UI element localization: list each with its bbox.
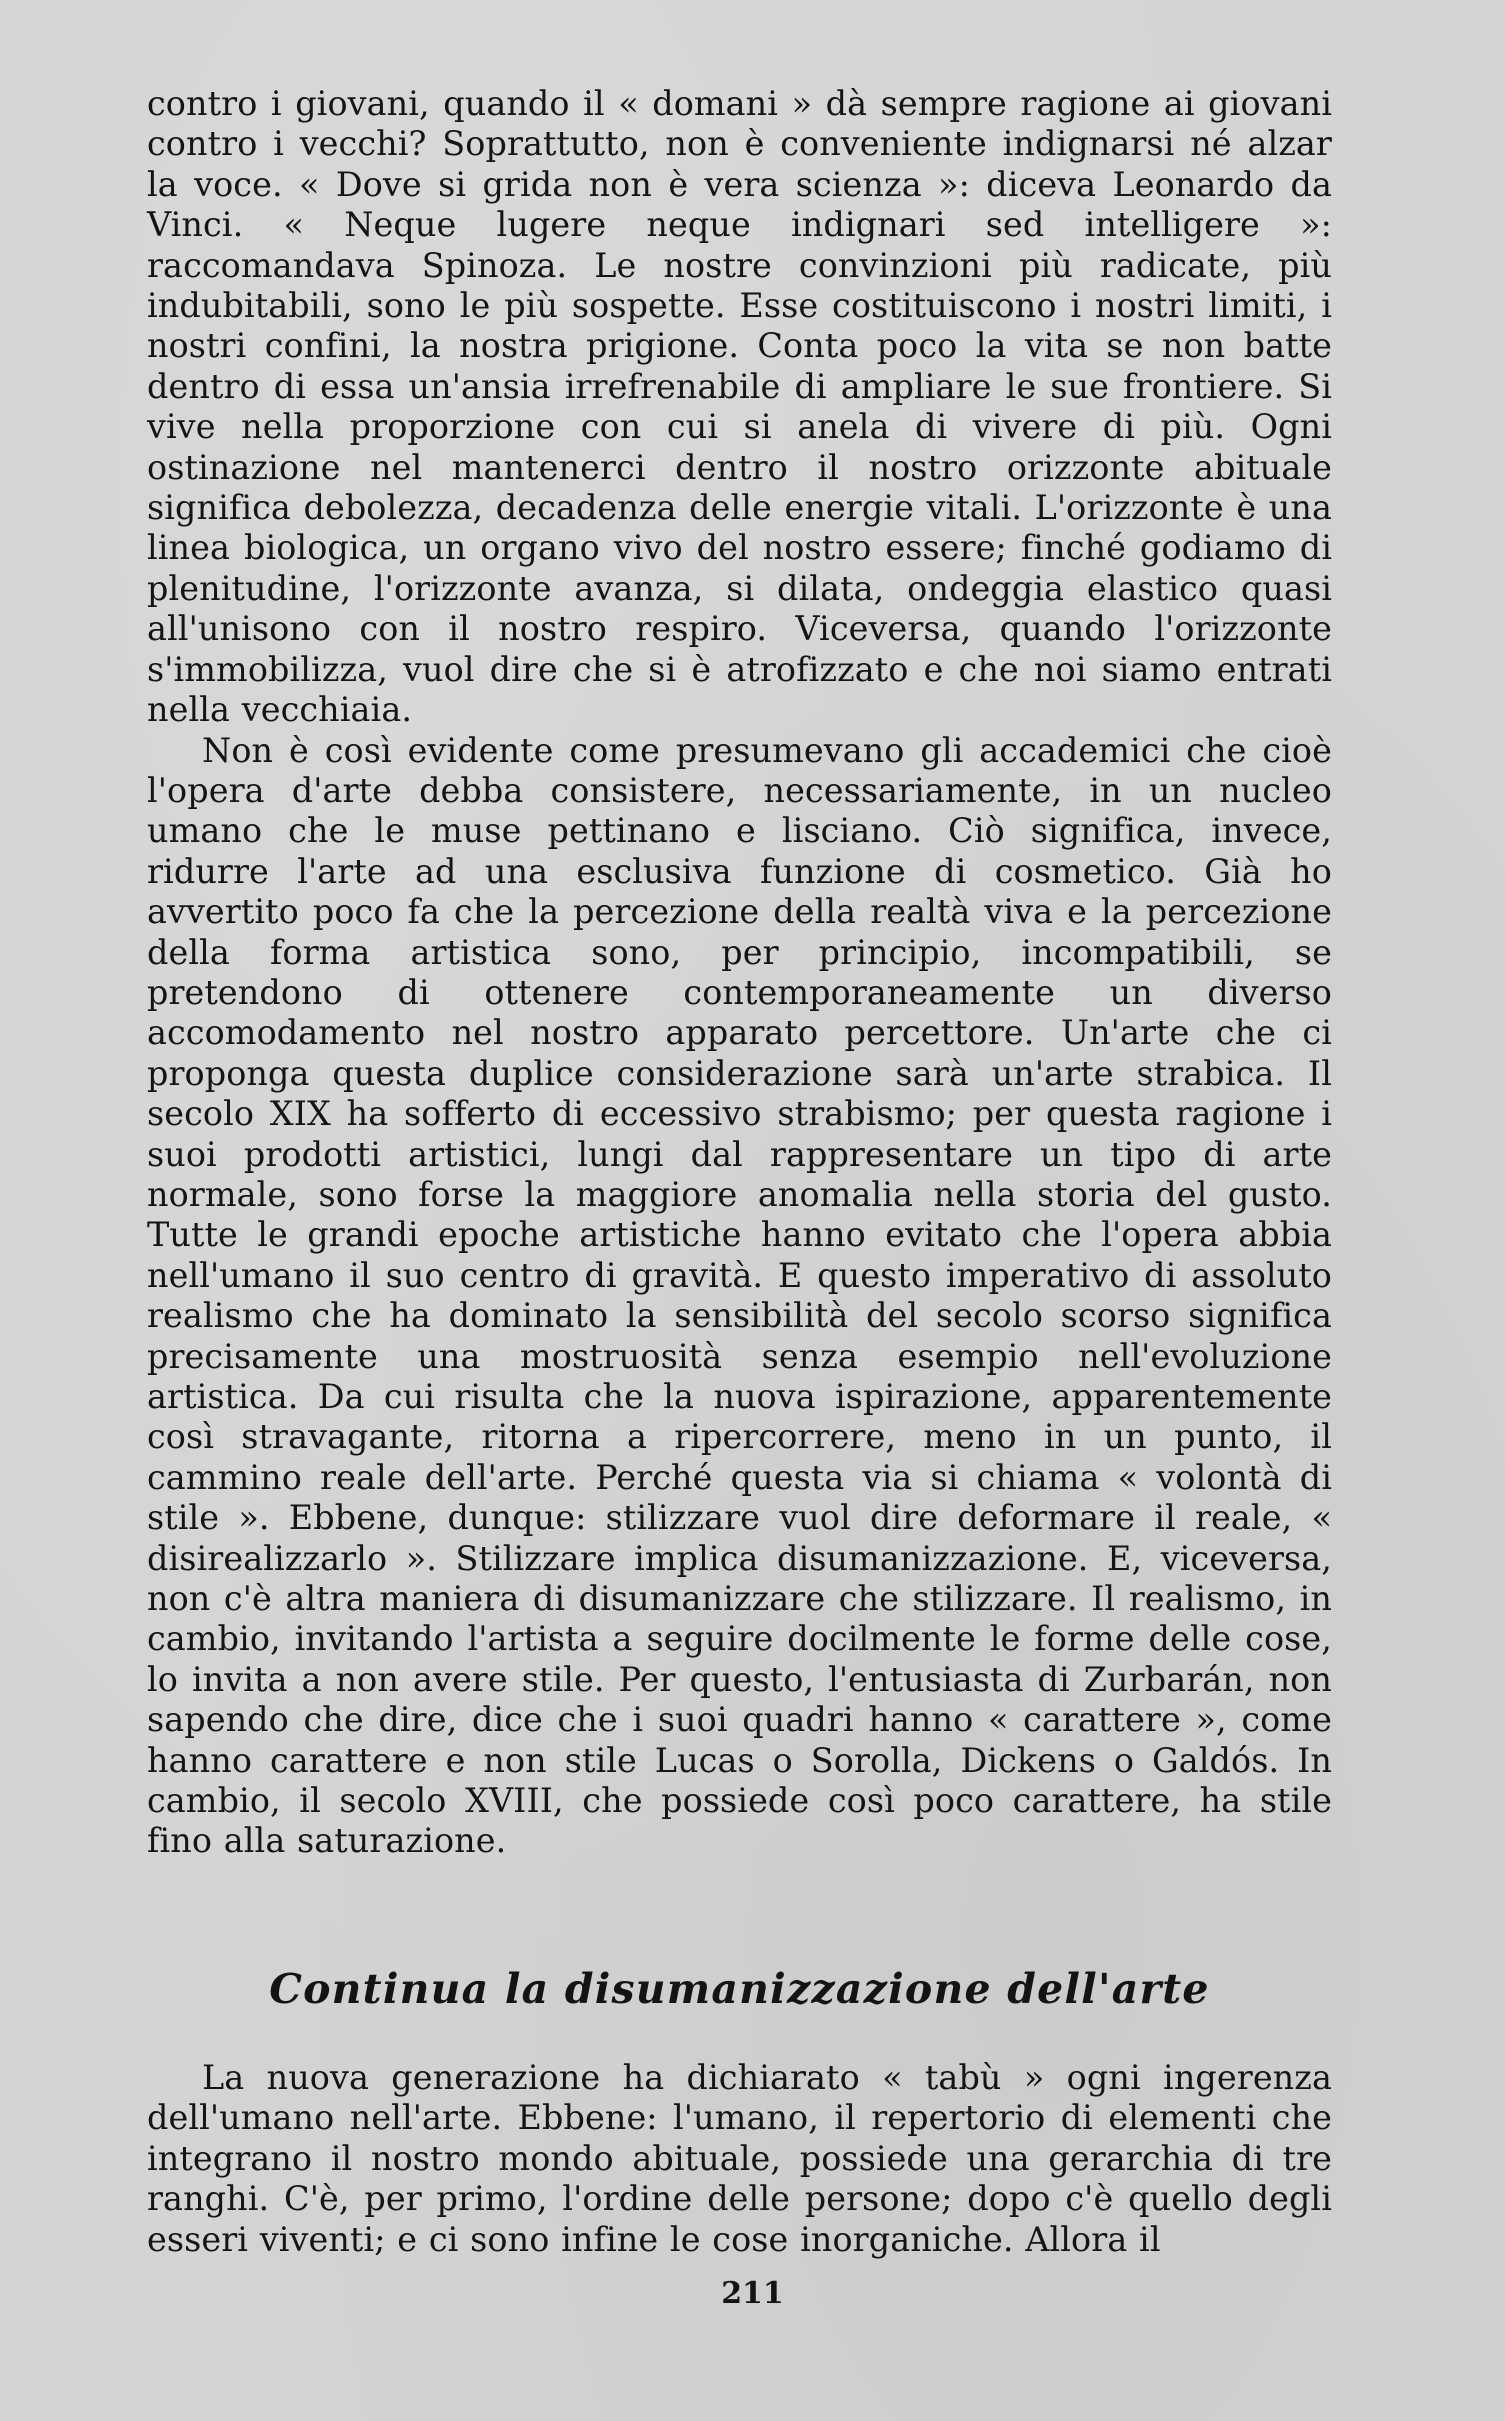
section-heading: Continua la disumanizzazione dell'arte bbox=[269, 1964, 1210, 2013]
book-page bbox=[147, 84, 1332, 2384]
section-paragraph: La nuova generazione ha dichiarato « tabù » ogni ingerenza dell'umano nell'arte. Ebbene: l'umano, il repertorio di elementi che integrano il nostro mondo abituale, possiede una gerarchia di tre ranghi. C'è, per primo, l'ordine delle persone; dopo c'è quello degli esseri viventi; e ci sono infine le cose inorganiche. Allora il bbox=[147, 2057, 1332, 2259]
body-paragraph-2: Non è così evidente come presumevano gli accademici che cioè l'opera d'arte debba consistere, necessariamente, in un nucleo umano che le muse pettinano e lisciano. Ciò significa, invece, ridurre l'arte ad una esclusiva funzione di cosmetico. Già ho avvertito poco fa che la percezione della realtà viva e la percezione della forma artistica sono, per principio, incompatibili, se pretendono di ottenere contemporaneamente un diverso accomodamento nel nostro apparato percettore. Un'arte che ci proponga questa duplice considerazione sarà un'arte strabica. Il secolo XIX ha sofferto di eccessivo strabismo; per questa ragione i suoi prodotti artistici, lungi dal rappresentare un tipo di arte normale, sono forse la maggiore anomalia nella storia del gusto. Tutte le grandi epoche artistiche hanno evitato che l'opera abbia nell'umano il suo centro di gravità. E questo imperativo di assoluto realismo che ha dominato la sensibilità del secolo scorso significa precisamente una mostruosità senza esempio nell'evoluzione artistica. Da cui risulta che la nuova ispirazione, apparentemente così stravagante, ritorna a ripercorrere, meno in un punto, il cammino reale dell'arte. Perché questa via si chiama « volontà di stile ». Ebbene, dunque: stilizzare vuol dire deformare il reale, « disirealizzarlo ». Stilizzare implica disumanizzazione. E, viceversa, non c'è altra maniera di disumanizzare che stilizzare. Il realismo, in cambio, invitando l'artista a seguire docilmente le forme delle cose, lo invita a non avere stile. Per questo, l'entusiasta di Zurbarán, non sapendo che dire, dice che i suoi quadri hanno « carattere », come hanno carattere e non stile Lucas o Sorolla, Dickens o Galdós. In cambio, il secolo XVIII, che possiede così poco carattere, ha stile fino alla saturazione. bbox=[147, 730, 1332, 1861]
page-number: 211 bbox=[721, 2276, 784, 2311]
body-paragraph-1: contro i giovani, quando il « domani » dà sempre ragione ai giovani contro i vecchi? Soprattutto, non è conveniente indignarsi né alzar la voce. « Dove si grida non è vera scienza »: diceva Leonardo da Vinci. « Neque lugere neque indignari sed intelligere »: raccomandava Spinoza. Le nostre convinzioni più radicate, più indubitabili, sono le più sospette. Esse costituiscono i nostri limiti, i nostri confini, la nostra prigione. Conta poco la vita se non batte dentro di essa un'ansia irrefrenabile di ampliare le sue frontiere. Si vive nella proporzione con cui si anela di vivere di più. Ogni ostinazione nel mantenerci dentro il nostro orizzonte abituale significa debolezza, decadenza delle energie vitali. L'orizzonte è una linea biologica, un organo vivo del nostro essere; finché godiamo di plenitudine, l'orizzonte avanza, si dilata, ondeggia elastico quasi all'unisono con il nostro respiro. Viceversa, quando l'orizzonte s'immobilizza, vuol dire che si è atrofizzato e che noi siamo entrati nella vecchiaia. bbox=[147, 84, 1332, 730]
